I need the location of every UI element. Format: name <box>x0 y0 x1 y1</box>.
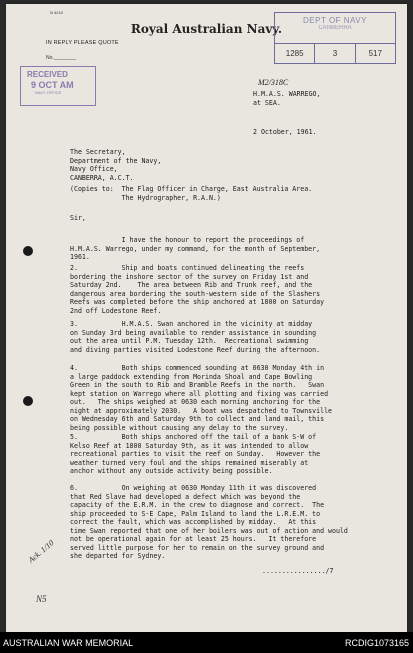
punch-hole-bottom <box>23 396 33 406</box>
file-reference: M2/318C <box>258 78 289 87</box>
paragraph-4: 4. Both ships commenced sounding at 0630 Monday 4th in a large paddock extending from Morinda Shoal and Cape Bowling Green in the south to Rib and Bramble Reefs in the north. Swan kept station on Warrego where all plotting and fixing was carried out. The ships weighed at 0630 each morning anchoring for the night at approximately 2030. A boat was despatched to Townsville on Wednesday 6th and Saturday 9th to collect and land mail, this being possible without causing any delay to the survey. <box>70 364 333 432</box>
continuation-marker: ................/7 <box>262 567 334 575</box>
stamp-cell-part: 3 <box>315 44 355 64</box>
received-stamp-office: NAVY OFFICE <box>35 90 62 95</box>
paragraph-3: 3. H.M.A.S. Swan anchored in the vicinity at midday on Sunday 3rd being available to render assistance in sounding out the area until P.M. Tuesday 12th. Recreational swimming and diving parties visited Lodestone Reef during the afternoon. <box>70 320 321 354</box>
letter-date: 2 October, 1961. <box>253 128 317 136</box>
salutation: Sir, <box>70 214 86 222</box>
footer-source: AUSTRALIAN WAR MEMORIAL <box>3 638 134 648</box>
copies-to: (Copies to: The Flag Officer in Charge, East Australia Area. The Hydrographer, R.A.N.) <box>70 185 313 202</box>
form-number: N 4219 <box>50 10 63 15</box>
reply-quote-label: IN REPLY PLEASE QUOTE <box>46 40 119 46</box>
paragraph-5: 5. Both ships anchored off the tail of a bank S-W of Kelso Reef at 1800 Saturday 9th, as it was intended to allow recreational parties to visit the reef on Sunday. However the weather turned very foul and the ships remained miserably at anchor without any outside activity being possible. <box>70 433 321 475</box>
archive-footer <box>0 632 413 653</box>
reply-number-field: No.________ <box>46 55 77 61</box>
paragraph-6: 6. On weighing at 0630 Monday 11th it was discovered that Red Slave had developed a defect which was beyond the capacity of the E.R.M. in the crew to diagnose and correct. The ship proceeded to S-E Cape, Palm Island to land the L.R.E.M. to correct the fault, which was accomplished by midday. At this time Swan reported that one of her boilers was out of action and would not be operational again for at least 25 hours. It therefore served little purpose for her to remain on the survey ground and she departed for Sydney. <box>70 484 348 560</box>
stamp-cell-file: 1285 <box>275 44 315 64</box>
paragraph-1: I have the honour to report the proceedings of H.M.A.S. Warrego, under my command, for the month of September, 1961. <box>70 236 321 261</box>
margin-initials: Ack. 1/10 <box>26 538 56 565</box>
department-stamp-subheading: CANBERRA <box>318 25 352 31</box>
received-stamp <box>20 66 96 106</box>
recipient-address: The Secretary, Department of the Navy, Navy Office, CANBERRA, A.C.T. <box>70 148 162 182</box>
paragraph-2: 2. Ship and boats continued delineating the reefs bordering the inshore sector of the survey on Friday 1st and Saturday 2nd. The area between Rib and Trunk reef, and the dangerous area bordering the south-western side of the Slashers Reefs was completed before the ship anchored at 1800 on Saturday 2nd off Lodestone Reef. <box>70 264 325 315</box>
received-stamp-date: 9 OCT AM <box>31 80 74 90</box>
footer-id: RCDIG1073165 <box>344 638 409 648</box>
received-stamp-label: RECEIVED <box>27 70 68 79</box>
punch-hole-top <box>23 246 33 256</box>
folio-mark: N5 <box>36 594 47 604</box>
department-stamp-row <box>275 43 395 64</box>
department-stamp-heading: DEPT OF NAVY <box>303 16 367 25</box>
sender-address: H.M.A.S. WARREGO, at SEA. <box>253 90 321 107</box>
stamp-cell-folio: 517 <box>368 49 382 58</box>
department-stamp <box>274 12 396 64</box>
letterhead-title: Royal Australian Navy. <box>130 22 283 36</box>
